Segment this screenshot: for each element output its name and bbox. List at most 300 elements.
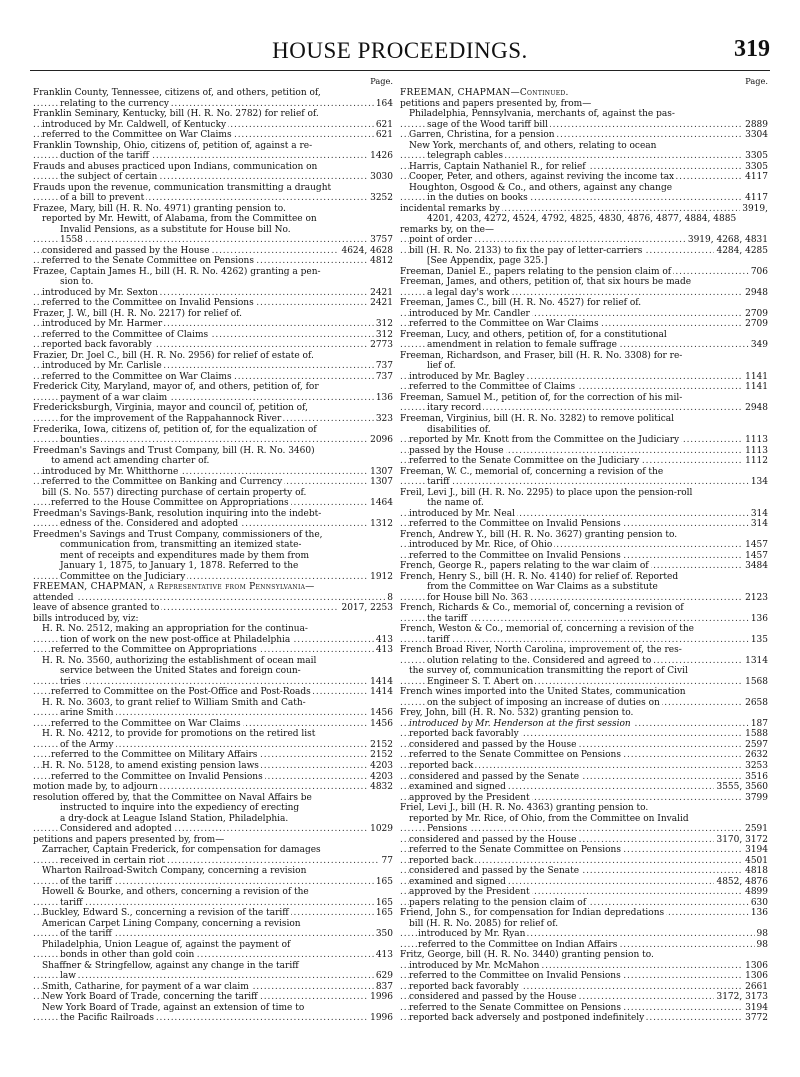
entry-text: Freeman, Samuel M., petition of, for the correction of his mil- <box>400 392 683 403</box>
index-entry <box>33 645 393 656</box>
index-entry <box>33 635 393 646</box>
entry-text: introduced by Mr. Rice, of Ohio <box>409 540 553 551</box>
entry-text: Freedman's Savings-Bank, resolution inquiring into the indebt- <box>33 508 322 519</box>
entry-page-ref: 2658 <box>745 697 768 708</box>
entry-text: a dry-dock at League Island Station, Philadelphia. <box>60 813 289 824</box>
entry-text: referred to the Committee on War Claims <box>51 718 241 729</box>
entry-page-ref: 314 <box>750 519 768 530</box>
index-entry <box>33 877 393 888</box>
index-entry <box>400 656 768 667</box>
entry-page-ref: 3194 <box>745 1002 768 1013</box>
entry-page-ref: 8 <box>387 592 393 603</box>
entry-page-ref: 413 <box>375 645 393 656</box>
entry-text: Freedman's Savings and Trust Company, bill (H. R. No. 3460) <box>33 445 315 456</box>
entry-text: referred to the Committee on Invalid Pensions <box>409 519 621 530</box>
entry-text: New York Board of Trade, against an extension of time to <box>42 1002 305 1013</box>
entry-text: French, George R., papers relating to the war claim of <box>400 561 649 572</box>
entry-text: sion to. <box>60 277 94 288</box>
index-entry <box>33 866 393 877</box>
entry-text: Freeman, W. C., memorial of, concerning a revision of the <box>400 466 664 477</box>
entry-page-ref: 1568 <box>745 676 768 687</box>
index-entry <box>33 99 393 110</box>
index-entry <box>33 729 393 740</box>
entry-text: point of order <box>409 235 473 246</box>
entry-text: 1558 <box>60 235 83 246</box>
index-entry <box>33 120 393 131</box>
entry-text: the Pacific Railroads <box>60 1013 155 1024</box>
index-entry <box>400 456 768 467</box>
entry-page-ref: 3305 <box>745 151 768 162</box>
index-entry <box>400 109 768 120</box>
entry-page-ref: 136 <box>375 392 393 403</box>
entry-text: tariff <box>60 897 83 908</box>
index-entry <box>400 708 768 719</box>
entry-page-ref: 2661 <box>745 981 768 992</box>
entry-text: amendment in relation to female suffrage <box>427 340 617 351</box>
index-entry <box>400 950 768 961</box>
entry-page-ref: 621 <box>375 119 393 130</box>
entry-page-ref: 1996 <box>370 992 393 1003</box>
index-entry <box>33 235 393 246</box>
entry-text: in the duties on books <box>427 193 528 204</box>
entry-text: Freeman, Daniel E., papers relating to the pension claim of <box>400 266 672 277</box>
entry-text: Freedmen's Savings and Trust Company, commissioners of the, <box>33 529 323 540</box>
index-entry <box>33 614 393 625</box>
entry-text: resolution offered by, that the Committee on Naval Affairs be <box>33 792 312 803</box>
index-entry <box>400 835 768 846</box>
entry-text: reported back <box>409 855 474 866</box>
entry-page-ref: 350 <box>375 929 393 940</box>
entry-text: Houghton, Osgood & Co., and others, against any change <box>409 182 673 193</box>
index-entry <box>33 540 393 551</box>
index-entry <box>33 109 393 120</box>
entry-text: introduced by Mr. Harmer <box>42 319 163 330</box>
entry-text: referred to the Senate Committee on the Judiciary <box>409 456 640 467</box>
entry-page-ref: 2889 <box>745 119 768 130</box>
index-entry <box>33 624 393 635</box>
index-entry <box>33 793 393 804</box>
index-entry <box>33 593 393 604</box>
index-entry <box>400 1013 768 1024</box>
entry-page-ref: 706 <box>750 266 768 277</box>
index-entry <box>33 708 393 719</box>
page-header <box>30 38 770 74</box>
index-entry <box>33 719 393 730</box>
index-entry <box>33 803 393 814</box>
entry-page-ref: 1141 <box>745 371 768 382</box>
entry-text: Freeman, James C., bill (H. R. No. 4527) for relief of. <box>400 298 642 309</box>
entry-page-ref: 4284, 4285 <box>716 245 768 256</box>
index-entry <box>400 319 768 330</box>
entry-text: Franklin Township, Ohio, citizens of, petition of, against a re- <box>33 140 313 151</box>
index-entry <box>33 519 393 530</box>
index-entry <box>33 498 393 509</box>
index-entry <box>33 835 393 846</box>
index-entry <box>33 1003 393 1014</box>
index-entry <box>33 782 393 793</box>
entry-text: French wines imported into the United States, communication <box>400 687 686 698</box>
entry-text: reported by Mr. Hewitt, of Alabama, from the Committee on <box>42 214 317 225</box>
entry-text: French, Andrew Y., bill (H. R. No. 3627) granting pension to. <box>400 529 678 540</box>
index-entry <box>400 99 768 110</box>
entry-page-ref: 3030 <box>370 172 393 183</box>
index-entry <box>400 214 768 225</box>
entry-text: approved by the President <box>409 887 530 898</box>
entry-text: French, Weston & Co., memorial of, concerning a revision of the <box>400 624 694 635</box>
entry-text: tion of work on the new post-office at Philadelphia <box>60 634 291 645</box>
entry-text: law <box>60 971 76 982</box>
entry-text: introduced by Mr. Caldwell, of Kentucky <box>42 119 227 130</box>
entry-page-ref: 621 <box>375 130 393 141</box>
entry-text: disabilities of. <box>427 424 491 435</box>
entry-page-ref: 837 <box>375 981 393 992</box>
entry-text: itary record <box>427 403 482 414</box>
entry-text: New York, merchants of, and others, relating to ocean <box>409 140 657 151</box>
entry-text: considered and passed by the House <box>409 834 577 845</box>
entry-text: Cooper, Peter, and others, against reviving the income tax <box>409 172 675 183</box>
index-entry <box>33 319 393 330</box>
entry-page-ref: 2123 <box>745 592 768 603</box>
entry-text: petitions and papers presented by, from— <box>400 98 592 109</box>
entry-page-ref: 737 <box>375 361 393 372</box>
entry-text: Philadelphia, Pennsylvania, merchants of, against the pas- <box>409 109 675 120</box>
index-entry <box>400 120 768 131</box>
index-entry <box>33 856 393 867</box>
entry-text: referred to the Committee on War Claims <box>42 371 232 382</box>
entry-text: referred to the Committee on War Claims <box>409 319 599 330</box>
index-entry <box>33 824 393 835</box>
entry-page-ref: 3172, 3173 <box>716 992 768 1003</box>
entry-text: Franklin County, Tennessee, citizens of, and others, petition of, <box>33 88 321 98</box>
entry-page-ref: 3484 <box>745 561 768 572</box>
index-entry <box>33 772 393 783</box>
entry-page-ref: 1588 <box>745 729 768 740</box>
index-entry <box>400 477 768 488</box>
entry-page-ref: 1113 <box>745 435 768 446</box>
entry-page-ref: 2948 <box>745 403 768 414</box>
entry-text: of the Army <box>60 739 114 750</box>
entry-text: referred to the Senate Committee on Pensions <box>409 1002 621 1013</box>
index-entry <box>400 793 768 804</box>
index-entry <box>400 88 768 99</box>
index-entry <box>33 950 393 961</box>
index-entry <box>33 603 393 614</box>
entry-text: bill (S. No. 557) directing purchase of certain property of. <box>42 487 307 498</box>
entry-text: considered and passed by the Senate <box>409 771 580 782</box>
entry-text: referred to the Committee on Invalid Pensions <box>42 298 254 309</box>
entry-text: H. R. No. 3603, to grant relief to William Smith and Cath- <box>42 697 306 708</box>
index-entry <box>400 866 768 877</box>
entry-text: referred to the Committee on Military Affairs <box>51 750 258 761</box>
index-entry <box>400 414 768 425</box>
entry-text: Frauds and abuses practiced upon Indians, communication on <box>33 161 318 172</box>
entry-page-ref: 1029 <box>370 824 393 835</box>
index-entry <box>33 814 393 825</box>
entry-page-ref: 1464 <box>370 498 393 509</box>
index-entry <box>33 940 393 951</box>
entry-page-ref: 1426 <box>370 151 393 162</box>
index-entry <box>400 740 768 751</box>
index-entry <box>33 214 393 225</box>
entry-text: referred to the House Committee on Appropriations <box>51 498 289 509</box>
index-entry <box>400 519 768 530</box>
entry-text: referred to the Committee on Appropriations <box>51 645 257 656</box>
entry-text: leave of absence granted to <box>33 603 160 614</box>
index-entry <box>33 677 393 688</box>
index-entry <box>400 235 768 246</box>
index-entry <box>33 740 393 751</box>
entry-page-ref: 4818 <box>745 866 768 877</box>
index-entry <box>33 277 393 288</box>
entry-text: approved by the President <box>409 792 530 803</box>
entry-page-ref: 312 <box>375 329 393 340</box>
entry-page-ref: 1414 <box>370 676 393 687</box>
page-column-label: Page. <box>745 76 768 86</box>
entry-page-ref: 4117 <box>745 172 768 183</box>
entry-page-ref: 1112 <box>745 456 768 467</box>
entry-text: H. R. No. 2512, making an appropriation for the continua- <box>42 624 308 635</box>
entry-page-ref: 1457 <box>745 550 768 561</box>
index-entry <box>33 992 393 1003</box>
index-entry <box>33 435 393 446</box>
index-entry <box>400 256 768 267</box>
entry-text: Wharton Railroad-Switch Company, concerning a revision <box>42 866 307 877</box>
entry-text: January 1, 1875, to January 1, 1878. Referred to the <box>60 561 299 572</box>
index-entry <box>400 225 768 236</box>
index-entry <box>400 856 768 867</box>
index-entry <box>33 456 393 467</box>
index-entry <box>33 288 393 299</box>
entry-text: relating to the currency <box>60 98 169 109</box>
entry-text: Frey, John, bill (H. R. No. 532) granting pension to. <box>400 708 634 719</box>
entry-text: Frazier, Dr. Joel C., bill (H. R. No. 2956) for relief of estate of. <box>33 350 314 361</box>
entry-page-ref: 629 <box>375 971 393 982</box>
entry-page-ref: 1414 <box>370 687 393 698</box>
entry-text: H. R. No. 3560, authorizing the establishment of ocean mail <box>42 655 317 666</box>
entry-text: examined and signed <box>409 782 506 793</box>
index-entry <box>400 582 768 593</box>
index-entry <box>400 246 768 257</box>
entry-text: papers relating to the pension claim of <box>409 897 587 908</box>
index-entry <box>33 656 393 667</box>
index-entry <box>400 772 768 783</box>
entry-page-ref: 3799 <box>745 792 768 803</box>
entry-page-ref: 2152 <box>370 739 393 750</box>
entry-text: Smith, Catharine, for payment of a war claim <box>42 981 249 992</box>
index-entry <box>33 582 393 593</box>
index-entry <box>33 982 393 993</box>
index-entry <box>400 698 768 709</box>
index-entry <box>400 425 768 436</box>
entry-page-ref: 413 <box>375 634 393 645</box>
index-entry <box>33 162 393 173</box>
index-entry <box>33 1013 393 1024</box>
entry-page-ref: 165 <box>375 897 393 908</box>
index-entry <box>400 403 768 414</box>
entry-text: of the tariff <box>60 929 112 940</box>
entry-page-ref: 4812 <box>370 256 393 267</box>
index-entry <box>400 666 768 677</box>
entry-page-ref: 2709 <box>745 319 768 330</box>
index-entry <box>400 687 768 698</box>
index-entry <box>400 509 768 520</box>
entry-text: reported back <box>409 761 474 771</box>
entry-page-ref: 2421 <box>370 287 393 298</box>
entry-text: FREEMAN, CHAPMAN—Continued. <box>400 88 569 98</box>
index-entry <box>400 824 768 835</box>
index-entry <box>33 488 393 499</box>
entry-page-ref: 2632 <box>745 750 768 761</box>
entry-text: Freeman, Lucy, and others, petition of, for a constitutional <box>400 329 667 340</box>
index-entry <box>33 425 393 436</box>
index-entry <box>33 561 393 572</box>
index-entry <box>400 677 768 688</box>
index-entry <box>33 361 393 372</box>
entry-text: considered and passed by the House <box>42 245 210 256</box>
entry-page-ref: 1312 <box>370 519 393 530</box>
index-entry <box>400 172 768 183</box>
entry-text: referred to the Senate Committee on Pensions <box>409 845 621 856</box>
entry-text: H. R. No. 4212, to provide for promotions on the retired list <box>42 729 316 740</box>
entry-page-ref: 164 <box>375 98 393 109</box>
entry-text: bills introduced by, viz: <box>33 613 139 624</box>
entry-page-ref: 1456 <box>370 718 393 729</box>
index-entry <box>33 929 393 940</box>
entry-page-ref: 1141 <box>745 382 768 393</box>
entry-text: motion made by, to adjourn <box>33 782 158 793</box>
entry-text: to amend act amending charter of. <box>51 456 210 467</box>
index-entry <box>400 162 768 173</box>
index-entry <box>400 729 768 740</box>
index-entry <box>33 761 393 772</box>
entry-page-ref: 2773 <box>370 340 393 351</box>
entry-text: of the tariff <box>60 876 112 887</box>
index-entry <box>400 130 768 141</box>
entry-text: Shaffner & Stringfellow, against any change in the tariff <box>42 960 299 971</box>
entry-text: of a bill to prevent <box>60 193 145 204</box>
entry-text: introduced by Mr. Sexton <box>42 287 158 298</box>
entry-text: the tariff <box>427 613 468 624</box>
entry-text: referred to Committee on the Post-Office and Post-Roads <box>51 687 311 698</box>
index-entry <box>400 593 768 604</box>
entry-text: tries <box>60 676 81 687</box>
index-entry <box>33 961 393 972</box>
entry-text: Frauds upon the revenue, communication transmitting a draught <box>33 182 332 193</box>
entry-text: received in certain riot <box>60 855 165 866</box>
index-entry <box>400 719 768 730</box>
index-entry <box>400 330 768 341</box>
index-entry <box>33 446 393 457</box>
index-entry <box>400 193 768 204</box>
entry-page-ref: 135 <box>750 634 768 645</box>
entry-page-ref: 630 <box>750 897 768 908</box>
entry-text: bill (H. R. No. 2085) for relief of. <box>409 918 559 929</box>
entry-text: Frazer, J. W., bill (H. R. No. 2217) for relief of. <box>33 308 242 319</box>
index-entry <box>400 393 768 404</box>
entry-text: Frazee, Mary, bill (H. R. No. 4971) granting pension to. <box>33 203 286 214</box>
index-entry <box>33 698 393 709</box>
entry-text: Freil, Levi J., bill (H. R. No. 2295) to place upon the pension-roll <box>400 487 693 498</box>
index-entry <box>400 603 768 614</box>
index-entry <box>33 467 393 478</box>
entry-text: the survey of, communication transmitting the report of Civil <box>409 666 688 677</box>
entry-text: duction of the tariff <box>60 151 149 162</box>
index-entry <box>400 361 768 372</box>
index-entry <box>400 309 768 320</box>
index-entry <box>400 572 768 583</box>
index-entry <box>400 561 768 572</box>
entry-text: referred to the Committee on Invalid Pensions <box>409 971 621 982</box>
entry-page-ref: 3757 <box>370 235 393 246</box>
index-entry <box>33 845 393 856</box>
index-entry <box>400 204 768 215</box>
index-entry <box>33 666 393 677</box>
entry-page-ref: 1307 <box>370 466 393 477</box>
entry-text: lief of. <box>427 361 456 372</box>
index-entry <box>400 141 768 152</box>
entry-text: reported back favorably <box>409 981 519 992</box>
entry-page-ref: 4899 <box>745 887 768 898</box>
entry-text: Frederika, Iowa, citizens of, petition of, for the equalization of <box>33 424 317 435</box>
index-entry <box>400 614 768 625</box>
index-entry <box>33 509 393 520</box>
entry-text: service between the United States and foreign coun- <box>60 666 301 677</box>
index-entry <box>33 382 393 393</box>
entry-page-ref: 4117 <box>745 193 768 204</box>
entry-text: Howell & Bourke, and others, concerning a revision of the <box>42 887 309 898</box>
entry-text: telegraph cables <box>427 151 503 162</box>
entry-text: introduced by Mr. Henderson at the first session <box>409 718 631 729</box>
entry-text: attended <box>33 592 74 603</box>
index-entry <box>33 887 393 898</box>
entry-page-ref: 3170, 3172 <box>716 834 768 845</box>
left-column <box>33 76 393 1024</box>
entry-page-ref: 413 <box>375 950 393 961</box>
index-entry <box>400 382 768 393</box>
entry-text: referred to the Committee on War Claims <box>42 130 232 141</box>
entry-page-ref: 1456 <box>370 708 393 719</box>
index-entry <box>33 687 393 698</box>
index-entry <box>400 530 768 541</box>
entry-text: reported back favorably <box>42 340 152 351</box>
entry-text: French, Richards & Co., memorial of, concerning a revision of <box>400 603 684 614</box>
entry-page-ref: 77 <box>381 855 393 866</box>
entry-text: referred to the Committee on Invalid Pensions <box>409 550 621 561</box>
entry-page-ref: 323 <box>375 413 393 424</box>
index-entry <box>33 898 393 909</box>
entry-page-ref: 1306 <box>745 971 768 982</box>
entry-page-ref: 136 <box>750 908 768 919</box>
index-entry <box>400 803 768 814</box>
index-entry <box>400 540 768 551</box>
index-entry <box>400 288 768 299</box>
entry-text: introduced by Mr. Ryan <box>418 929 526 940</box>
entry-text: incidental remarks by <box>400 203 500 214</box>
entry-text: Pensions <box>427 824 468 835</box>
entry-text: Freeman, James, and others, petition of, that six hours be made <box>400 277 692 288</box>
entry-page-ref: 2152 <box>370 750 393 761</box>
entry-text: bounties <box>60 435 100 446</box>
entry-text: on the subject of imposing an increase of duties on <box>427 697 660 708</box>
entry-text: arine Smith <box>60 708 114 719</box>
entry-text: Harris, Captain Nathaniel R., for relief <box>409 161 586 172</box>
index-entry <box>400 372 768 383</box>
entry-page-ref: 4203 <box>370 771 393 782</box>
entry-text: Freeman, Virginius, bill (H. R. No. 3282) to remove political <box>400 413 675 424</box>
entry-page-ref: 165 <box>375 876 393 887</box>
entry-text: bonds in other than gold coin <box>60 950 195 961</box>
index-entry <box>400 782 768 793</box>
